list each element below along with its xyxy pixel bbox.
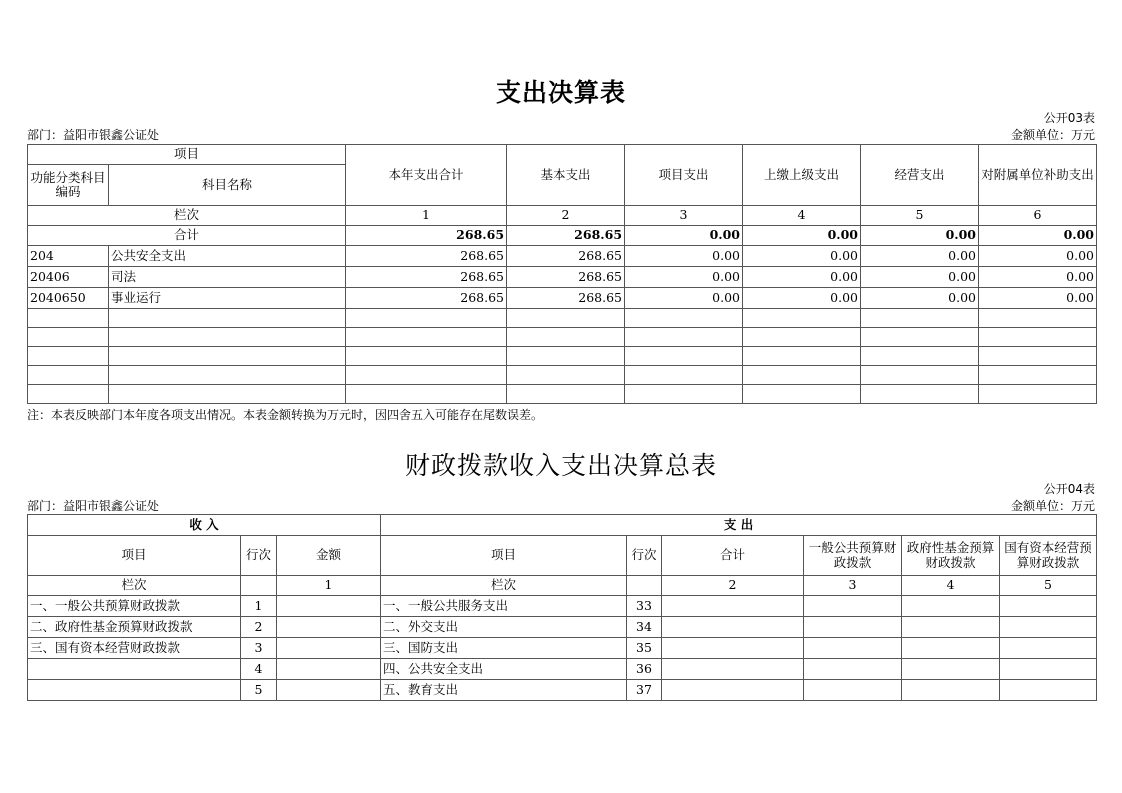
column-number-row: [28, 206, 1097, 226]
col-num: 5: [861, 206, 979, 226]
header-total: 本年支出合计: [346, 145, 507, 206]
header-income: 收 入: [28, 515, 381, 536]
header-item-expense: 项目: [381, 536, 627, 576]
subject-code: 20406: [28, 267, 109, 288]
expense-item: 一、一般公共服务支出: [381, 596, 627, 617]
table-row: [28, 267, 1097, 288]
expenditure-table: [27, 144, 1097, 404]
table-row: [28, 659, 1097, 680]
row-no: 34: [627, 617, 662, 638]
income-item: [28, 680, 241, 701]
table1-code: 公开03表: [1043, 111, 1095, 125]
cell-value: 0.00: [625, 288, 743, 309]
table-row: [28, 596, 1097, 617]
cell-value: 268.65: [346, 267, 507, 288]
col-num: 6: [979, 206, 1097, 226]
header-project: 项目: [28, 145, 346, 165]
table-row: [28, 246, 1097, 267]
empty-row: [28, 328, 1097, 347]
col-num: 4: [743, 206, 861, 226]
income-item: 一、一般公共预算财政拨款: [28, 596, 241, 617]
header-gov-fund: 政府性基金预算财政拨款: [902, 536, 1000, 576]
total-value: 0.00: [979, 226, 1097, 246]
cell-value: 268.65: [346, 246, 507, 267]
header-upper: 上缴上级支出: [743, 145, 861, 206]
table-row: [28, 638, 1097, 659]
cell-value: 0.00: [861, 246, 979, 267]
col-num: 1: [277, 576, 381, 596]
header-expense: 支 出: [381, 515, 1097, 536]
header-basic: 基本支出: [507, 145, 625, 206]
row-no: 2: [241, 617, 277, 638]
row-no: 36: [627, 659, 662, 680]
col-label: 栏次: [28, 576, 241, 596]
cell-value: 0.00: [743, 267, 861, 288]
table1-department: 部门：益阳市银鑫公证处: [27, 128, 160, 142]
cell-value: 0.00: [979, 288, 1097, 309]
header-row-no-expense: 行次: [627, 536, 662, 576]
subject-name: 公共安全支出: [109, 246, 346, 267]
col-num: 1: [346, 206, 507, 226]
total-value: 268.65: [346, 226, 507, 246]
col-label: 栏次: [381, 576, 627, 596]
empty-row: [28, 347, 1097, 366]
header-state-capital: 国有资本经营预算财政拨款: [1000, 536, 1097, 576]
income-item: 二、政府性基金预算财政拨款: [28, 617, 241, 638]
cell-value: 0.00: [861, 288, 979, 309]
table1-title: 支出决算表: [495, 78, 626, 107]
total-value: 0.00: [743, 226, 861, 246]
row-no: 4: [241, 659, 277, 680]
table-row: [28, 617, 1097, 638]
column-number-row: [28, 576, 1097, 596]
expense-item: 四、公共安全支出: [381, 659, 627, 680]
total-row: [28, 226, 1097, 246]
cell-value: 268.65: [346, 288, 507, 309]
header-subject-name: 科目名称: [109, 165, 346, 206]
header-total: 合计: [662, 536, 804, 576]
cell-value: 0.00: [625, 267, 743, 288]
col-num: 3: [804, 576, 902, 596]
row-no: 5: [241, 680, 277, 701]
empty-row: [28, 366, 1097, 385]
row-no: 3: [241, 638, 277, 659]
table2-title: 财政拨款收入支出决算总表: [404, 451, 717, 480]
row-no: 37: [627, 680, 662, 701]
table-row: [28, 680, 1097, 701]
cell-value: 0.00: [861, 267, 979, 288]
cell-value: 0.00: [979, 246, 1097, 267]
income-item: 三、国有资本经营财政拨款: [28, 638, 241, 659]
table1-unit: 金额单位：万元: [1010, 128, 1095, 142]
subject-code: 204: [28, 246, 109, 267]
col-num: 2: [662, 576, 804, 596]
header-item: 项目: [28, 536, 241, 576]
cell-value: 0.00: [743, 246, 861, 267]
cell-value: 0.00: [979, 267, 1097, 288]
subject-name: 事业运行: [109, 288, 346, 309]
income-item: [28, 659, 241, 680]
col-num: 5: [1000, 576, 1097, 596]
total-value: 268.65: [507, 226, 625, 246]
header-project-exp: 项目支出: [625, 145, 743, 206]
header-operating: 经营支出: [861, 145, 979, 206]
expense-item: 五、教育支出: [381, 680, 627, 701]
col-num: 4: [902, 576, 1000, 596]
table2-code: 公开04表: [1043, 482, 1095, 496]
cell-value: 268.65: [507, 246, 625, 267]
header-subsidy: 对附属单位补助支出: [979, 145, 1097, 206]
cell-value: 268.65: [507, 288, 625, 309]
total-value: 0.00: [625, 226, 743, 246]
cell-value: 268.65: [507, 267, 625, 288]
expense-item: 二、外交支出: [381, 617, 627, 638]
header-general-budget: 一般公共预算财政拨款: [804, 536, 902, 576]
empty-row: [28, 385, 1097, 404]
cell-value: 0.00: [743, 288, 861, 309]
subject-code: 2040650: [28, 288, 109, 309]
fiscal-appropriation-table: [27, 514, 1097, 701]
total-label: 合计: [28, 226, 346, 246]
row-no: 33: [627, 596, 662, 617]
header-row-no: 行次: [241, 536, 277, 576]
table-row: [28, 288, 1097, 309]
cell-value: 0.00: [625, 246, 743, 267]
row-no: 35: [627, 638, 662, 659]
header-amount: 金额: [277, 536, 381, 576]
col-num: 2: [507, 206, 625, 226]
table2-department: 部门：益阳市银鑫公证处: [27, 499, 160, 513]
col-num: 3: [625, 206, 743, 226]
header-func-code: 功能分类科目编码: [28, 165, 109, 206]
subject-name: 司法: [109, 267, 346, 288]
expense-item: 三、国防支出: [381, 638, 627, 659]
table1-note: 注：本表反映部门本年度各项支出情况。本表金额转换为万元时，因四舍五入可能存在尾数误差。: [27, 408, 544, 422]
row-no: 1: [241, 596, 277, 617]
table2-unit: 金额单位：万元: [1010, 499, 1095, 513]
total-value: 0.00: [861, 226, 979, 246]
col-label: 栏次: [28, 206, 346, 226]
empty-row: [28, 309, 1097, 328]
